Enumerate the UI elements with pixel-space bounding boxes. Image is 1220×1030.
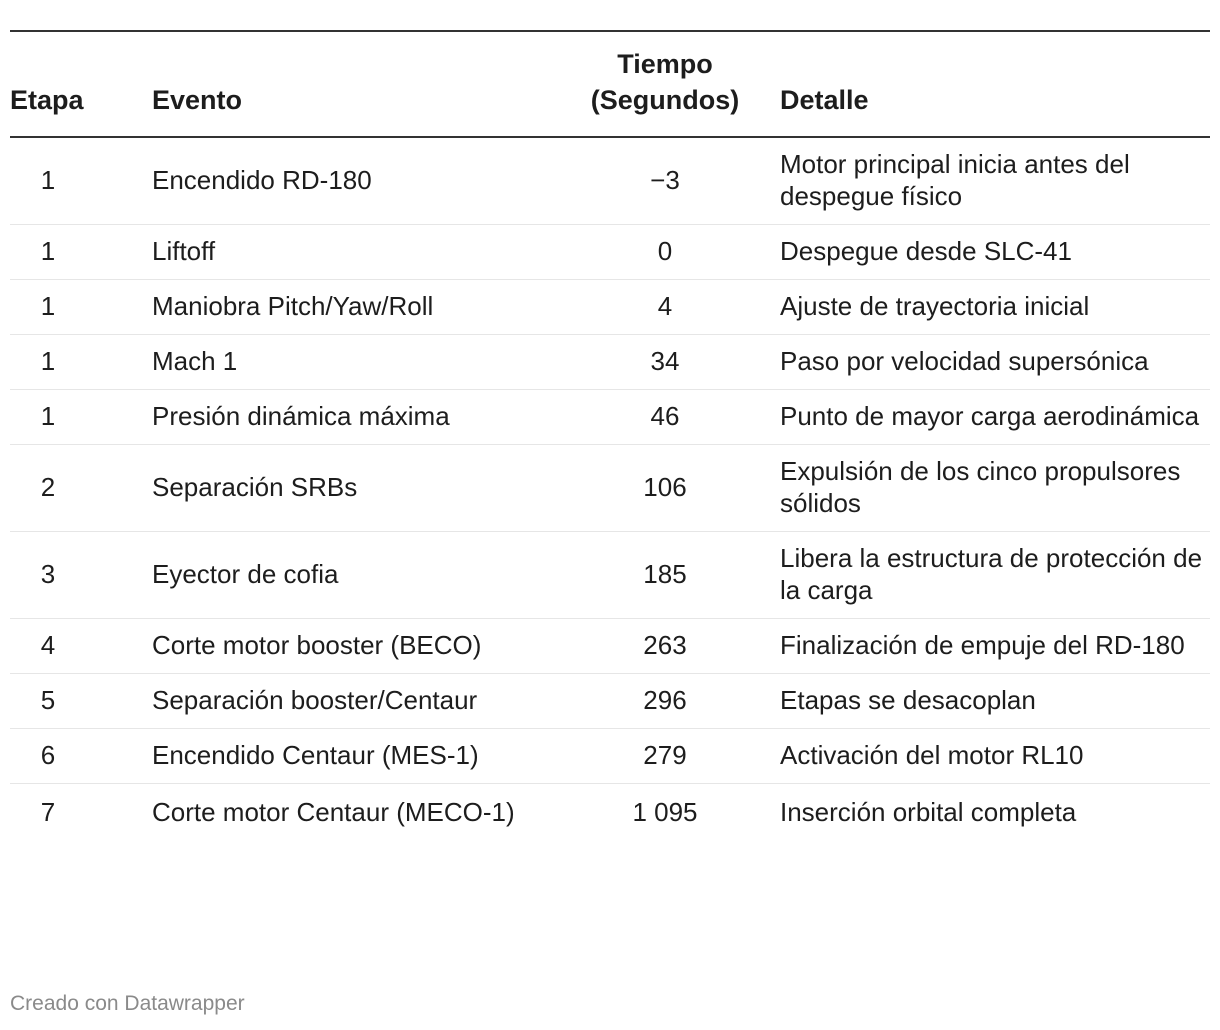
cell-detalle: Activación del motor RL10 — [780, 729, 1210, 784]
table-row — [10, 390, 1210, 445]
table-row — [10, 445, 1210, 532]
cell-detalle: Etapas se desacoplan — [780, 674, 1210, 729]
table-row — [10, 225, 1210, 280]
header-detalle[interactable]: Detalle — [780, 31, 1210, 137]
cell-tiempo: 4 — [550, 280, 780, 335]
header-evento[interactable]: Evento — [152, 31, 550, 137]
table-row — [10, 674, 1210, 729]
cell-evento: Maniobra Pitch/Yaw/Roll — [152, 280, 550, 335]
cell-etapa: 1 — [10, 335, 152, 390]
cell-tiempo: 296 — [550, 674, 780, 729]
cell-tiempo: 46 — [550, 390, 780, 445]
cell-tiempo: 185 — [550, 532, 780, 619]
cell-evento: Eyector de cofia — [152, 532, 550, 619]
cell-tiempo: 34 — [550, 335, 780, 390]
cell-evento: Presión dinámica máxima — [152, 390, 550, 445]
cell-etapa: 4 — [10, 619, 152, 674]
header-tiempo-line2: (Segundos) — [590, 85, 740, 115]
cell-evento: Separación booster/Centaur — [152, 674, 550, 729]
cell-detalle: Libera la estructura de protección de la carga — [780, 532, 1210, 619]
cell-etapa: 1 — [10, 390, 152, 445]
cell-tiempo: 1 095 — [632, 797, 698, 827]
cell-evento: Corte motor Centaur (MECO-1) — [152, 797, 515, 827]
cell-evento: Separación SRBs — [152, 445, 550, 532]
header-etapa[interactable]: Etapa — [10, 31, 152, 137]
table-row — [10, 532, 1210, 619]
cell-etapa: 6 — [10, 729, 152, 784]
cell-evento: Mach 1 — [152, 335, 550, 390]
cell-evento: Encendido RD-180 — [152, 137, 550, 225]
cell-evento: Corte motor booster (BECO) — [152, 619, 550, 674]
cell-etapa: 1 — [10, 225, 152, 280]
cell-etapa: 5 — [10, 674, 152, 729]
cell-detalle: Finalización de empuje del RD-180 — [780, 619, 1210, 674]
table-row — [10, 619, 1210, 674]
table-row — [10, 784, 1210, 841]
table-row — [10, 280, 1210, 335]
cell-tiempo: −3 — [550, 137, 780, 225]
cell-detalle: Paso por velocidad supersónica — [780, 335, 1210, 390]
table-row — [10, 335, 1210, 390]
cell-etapa: 7 — [40, 797, 56, 827]
header-tiempo[interactable] — [550, 31, 780, 137]
cell-detalle: Punto de mayor carga aerodinámica — [780, 390, 1210, 445]
cell-tiempo: 106 — [550, 445, 780, 532]
table-body — [10, 137, 1210, 840]
cell-evento: Encendido Centaur (MES-1) — [152, 729, 550, 784]
header-row — [10, 31, 1210, 137]
cell-etapa: 2 — [10, 445, 152, 532]
header-tiempo-line1: Tiempo — [617, 49, 713, 79]
cell-etapa: 1 — [10, 280, 152, 335]
table-header — [10, 31, 1210, 137]
table-row — [10, 729, 1210, 784]
data-table-container — [10, 30, 1210, 840]
datawrapper-credit[interactable]: Creado con Datawrapper — [10, 992, 245, 1015]
cell-detalle: Inserción orbital completa — [780, 797, 1077, 827]
cell-detalle: Expulsión de los cinco propulsores sólidos — [780, 445, 1210, 532]
cell-evento: Liftoff — [152, 225, 550, 280]
cell-tiempo: 263 — [550, 619, 780, 674]
launch-events-table — [10, 30, 1210, 840]
cell-etapa: 3 — [10, 532, 152, 619]
cell-etapa: 1 — [10, 137, 152, 225]
cell-tiempo: 0 — [550, 225, 780, 280]
table-row — [10, 137, 1210, 225]
cell-detalle: Ajuste de trayectoria inicial — [780, 280, 1210, 335]
cell-detalle: Despegue desde SLC-41 — [780, 225, 1210, 280]
cell-tiempo: 279 — [550, 729, 780, 784]
cell-detalle: Motor principal inicia antes del despegue físico — [780, 137, 1210, 225]
